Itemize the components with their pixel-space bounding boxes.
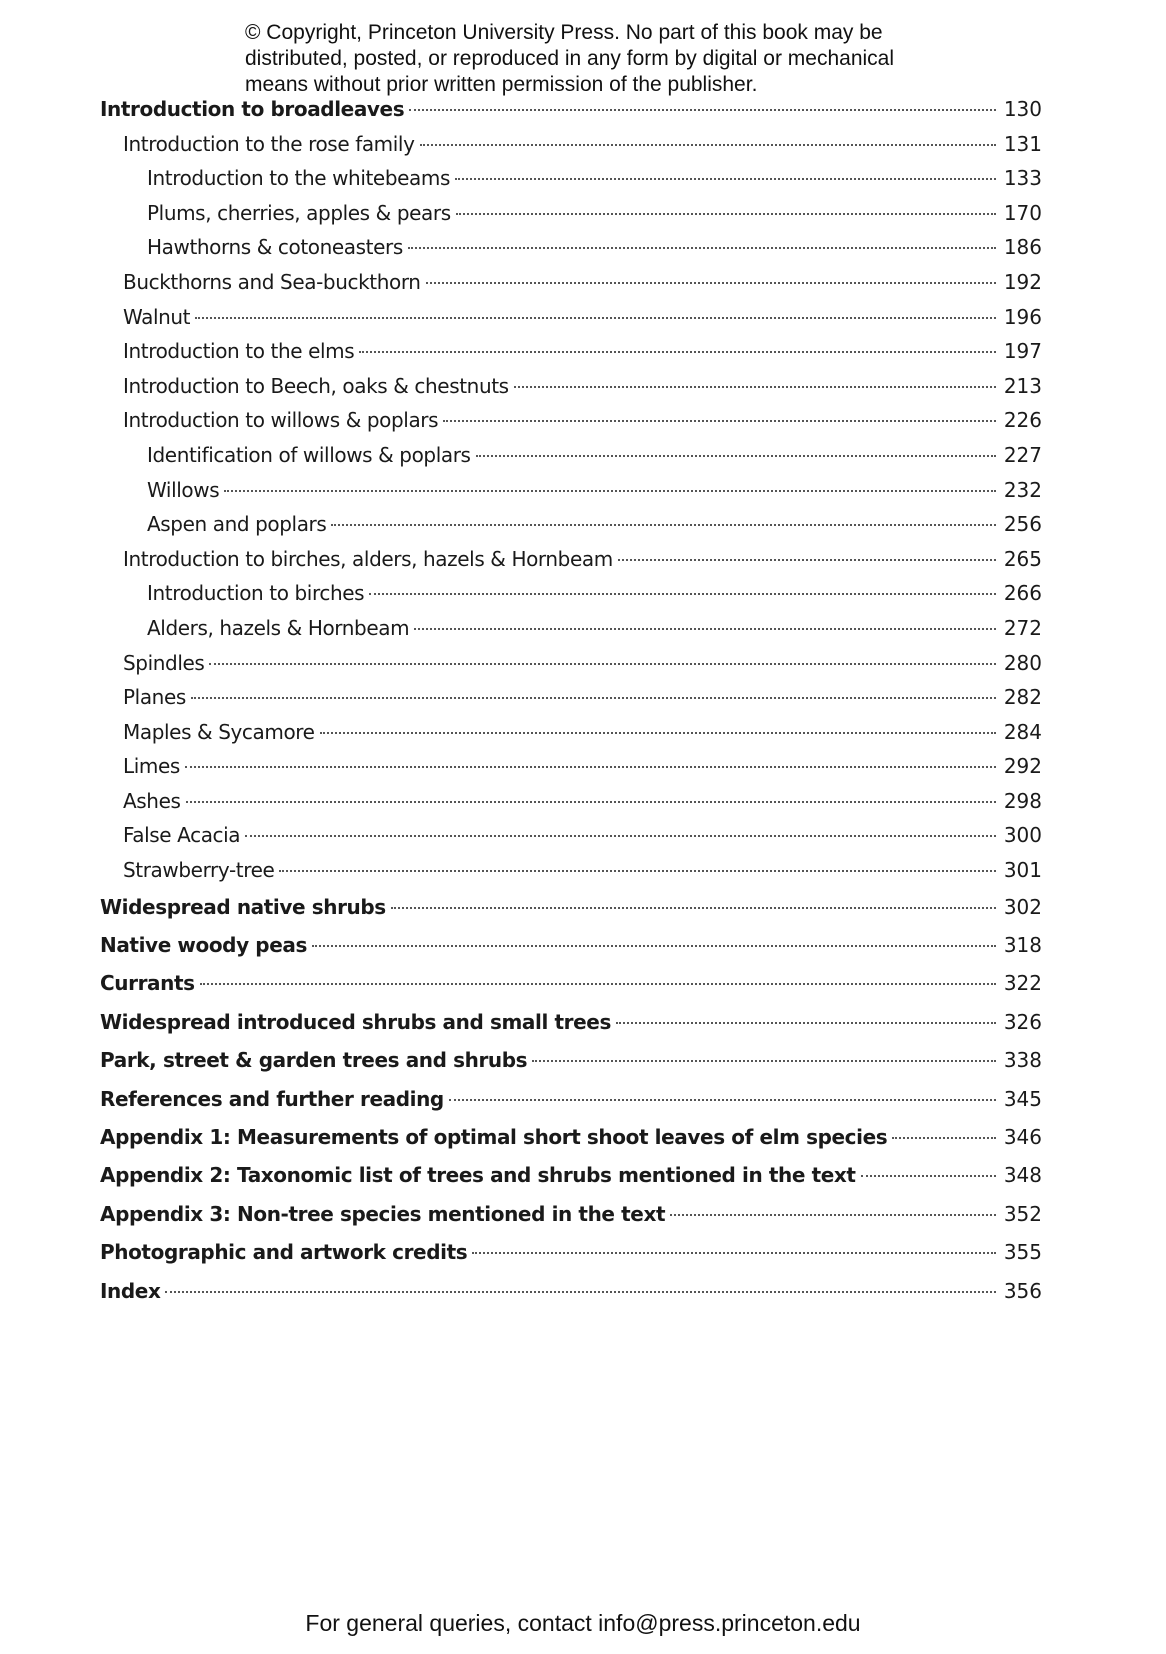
toc-entry-title: Plums, cherries, apples & pears bbox=[147, 200, 451, 225]
toc-entry[interactable] bbox=[100, 646, 1042, 681]
toc-entry-page: 232 bbox=[1003, 477, 1042, 502]
toc-entry-title: Introduction to broadleaves bbox=[100, 97, 405, 121]
dot-leader bbox=[455, 178, 996, 180]
dot-leader bbox=[165, 1291, 996, 1293]
toc-entry-title: Aspen and poplars bbox=[147, 512, 327, 537]
toc-entry-page: 284 bbox=[1003, 719, 1042, 744]
dot-leader bbox=[443, 420, 996, 422]
toc-entry-title: Appendix 3: Non-tree species mentioned in the text bbox=[100, 1201, 666, 1226]
toc-entry-page: 356 bbox=[1003, 1278, 1042, 1303]
dot-leader bbox=[186, 801, 996, 803]
dot-leader bbox=[408, 247, 996, 249]
toc-entry[interactable] bbox=[100, 196, 1042, 231]
toc-entry[interactable] bbox=[100, 611, 1042, 646]
dot-leader bbox=[185, 766, 996, 768]
toc-entry-page: 272 bbox=[1003, 615, 1042, 640]
toc-entry-title: Ashes bbox=[123, 788, 181, 813]
toc-entry-title: Willows bbox=[147, 477, 220, 502]
toc-entry-page: 352 bbox=[1003, 1201, 1042, 1226]
toc-entry-page: 346 bbox=[1003, 1125, 1042, 1149]
toc-entry-page: 170 bbox=[1003, 200, 1042, 225]
toc-entry-page: 355 bbox=[1003, 1240, 1042, 1265]
dot-leader bbox=[420, 144, 996, 146]
dot-leader bbox=[245, 835, 996, 837]
dot-leader bbox=[409, 109, 996, 111]
toc-entry-title: Introduction to the elms bbox=[123, 339, 355, 364]
toc-entry-title: Strawberry-tree bbox=[123, 858, 275, 883]
dot-leader bbox=[456, 213, 996, 215]
toc-entry-title: Appendix 2: Taxonomic list of trees and shrubs mentioned in the text bbox=[100, 1163, 856, 1188]
toc-entry-title: Maples & Sycamore bbox=[123, 719, 315, 744]
toc-entry[interactable] bbox=[100, 369, 1042, 404]
dot-leader bbox=[892, 1137, 996, 1139]
toc-entry-title: Buckthorns and Sea-buckthorn bbox=[123, 269, 421, 294]
toc-entry-title: Identification of willows & poplars bbox=[147, 442, 471, 467]
toc-entry[interactable] bbox=[100, 1118, 1042, 1156]
toc-entry-title: Appendix 1: Measurements of optimal short shoot leaves of elm species bbox=[100, 1125, 888, 1149]
dot-leader bbox=[472, 1252, 996, 1254]
toc-entry-page: 133 bbox=[1003, 166, 1042, 191]
dot-leader bbox=[200, 983, 996, 985]
toc-entry[interactable] bbox=[100, 680, 1042, 715]
toc-entry[interactable] bbox=[100, 403, 1042, 438]
toc-entry[interactable] bbox=[100, 1003, 1042, 1041]
dot-leader bbox=[359, 351, 996, 353]
toc-entry-title: Photographic and artwork credits bbox=[100, 1240, 468, 1265]
toc-entry[interactable] bbox=[100, 964, 1042, 1002]
dot-leader bbox=[279, 870, 996, 872]
toc-entry-title: Limes bbox=[123, 754, 180, 779]
dot-leader bbox=[426, 282, 996, 284]
table-of-contents bbox=[100, 92, 1042, 1310]
dot-leader bbox=[191, 697, 996, 699]
toc-entry-page: 298 bbox=[1003, 788, 1042, 813]
toc-entry-title: Hawthorns & cotoneasters bbox=[147, 235, 403, 260]
toc-entry-page: 227 bbox=[1003, 442, 1042, 467]
toc-entry-title: Introduction to willows & poplars bbox=[123, 408, 439, 433]
toc-entry[interactable] bbox=[100, 1233, 1042, 1271]
toc-entry-page: 213 bbox=[1003, 373, 1042, 398]
dot-leader bbox=[320, 732, 996, 734]
toc-entry-title: Introduction to the whitebeams bbox=[147, 166, 450, 191]
toc-entry-title: Introduction to birches bbox=[147, 581, 365, 606]
toc-entry-page: 186 bbox=[1003, 235, 1042, 260]
toc-entry[interactable] bbox=[100, 1080, 1042, 1118]
dot-leader bbox=[209, 663, 996, 665]
toc-entry[interactable] bbox=[100, 749, 1042, 784]
toc-entry[interactable] bbox=[100, 438, 1042, 473]
toc-entry[interactable] bbox=[100, 230, 1042, 265]
dot-leader bbox=[616, 1022, 996, 1024]
toc-entry-title: Native woody peas bbox=[100, 933, 307, 958]
toc-entry[interactable] bbox=[100, 818, 1042, 853]
toc-entry[interactable] bbox=[100, 888, 1042, 926]
toc-entry[interactable] bbox=[100, 853, 1042, 888]
toc-entry-title: Park, street & garden trees and shrubs bbox=[100, 1048, 528, 1073]
toc-entry-page: 131 bbox=[1003, 131, 1042, 156]
toc-entry-title: Planes bbox=[123, 685, 186, 710]
toc-entry-title: Widespread native shrubs bbox=[100, 894, 386, 919]
toc-entry-title: Spindles bbox=[123, 650, 205, 675]
toc-entry-page: 300 bbox=[1003, 823, 1042, 848]
toc-entry-page: 280 bbox=[1003, 650, 1042, 675]
toc-entry-title: Walnut bbox=[123, 304, 191, 329]
toc-entry-title: References and further reading bbox=[100, 1086, 444, 1111]
toc-entry-page: 197 bbox=[1003, 339, 1042, 364]
copyright-notice bbox=[245, 20, 945, 98]
toc-entry-title: Introduction to the rose family bbox=[123, 131, 415, 156]
dot-leader bbox=[476, 455, 996, 457]
toc-entry-page: 265 bbox=[1003, 546, 1042, 571]
toc-entry-title: Introduction to Beech, oaks & chestnuts bbox=[123, 373, 509, 398]
toc-entry[interactable] bbox=[100, 1041, 1042, 1079]
toc-entry-page: 322 bbox=[1003, 971, 1042, 996]
dot-leader bbox=[449, 1099, 996, 1101]
copyright-line: means without prior written permission of the publisher. bbox=[245, 73, 758, 96]
toc-entry[interactable] bbox=[100, 784, 1042, 819]
toc-entry-page: 345 bbox=[1003, 1086, 1042, 1111]
toc-entry-page: 338 bbox=[1003, 1048, 1042, 1073]
toc-entry-page: 196 bbox=[1003, 304, 1042, 329]
toc-entry-page: 302 bbox=[1003, 894, 1042, 919]
toc-entry[interactable] bbox=[100, 1156, 1042, 1194]
toc-entry[interactable] bbox=[100, 926, 1042, 964]
toc-entry-page: 348 bbox=[1003, 1163, 1042, 1188]
toc-entry[interactable] bbox=[100, 473, 1042, 508]
toc-entry-page: 318 bbox=[1003, 933, 1042, 958]
toc-entry[interactable] bbox=[100, 127, 1042, 162]
toc-entry[interactable] bbox=[100, 334, 1042, 369]
dot-leader bbox=[331, 524, 996, 526]
toc-entry-page: 292 bbox=[1003, 754, 1042, 779]
copyright-line: © Copyright, Princeton University Press. No part of this book may be bbox=[245, 21, 883, 44]
toc-entry-title: Currants bbox=[100, 971, 195, 996]
dot-leader bbox=[391, 907, 996, 909]
dot-leader bbox=[195, 317, 996, 319]
toc-entry-page: 130 bbox=[1003, 97, 1042, 121]
toc-entry[interactable] bbox=[100, 1195, 1042, 1233]
toc-entry-title: Alders, hazels & Hornbeam bbox=[147, 615, 410, 640]
toc-entry-page: 226 bbox=[1003, 408, 1042, 433]
toc-entry[interactable] bbox=[100, 92, 1042, 127]
toc-entry[interactable] bbox=[100, 576, 1042, 611]
dot-leader bbox=[514, 386, 996, 388]
dot-leader bbox=[369, 593, 996, 595]
dot-leader bbox=[670, 1214, 996, 1216]
dot-leader bbox=[224, 490, 996, 492]
toc-entry-page: 282 bbox=[1003, 685, 1042, 710]
toc-entry-title: Introduction to birches, alders, hazels & Hornbeam bbox=[123, 546, 613, 571]
dot-leader bbox=[312, 945, 996, 947]
toc-entry-title: False Acacia bbox=[123, 823, 241, 848]
toc-entry-title: Widespread introduced shrubs and small trees bbox=[100, 1009, 611, 1034]
toc-entry[interactable] bbox=[100, 507, 1042, 542]
dot-leader bbox=[414, 628, 996, 630]
toc-entry-page: 326 bbox=[1003, 1009, 1042, 1034]
toc-entry-page: 266 bbox=[1003, 581, 1042, 606]
toc-entry[interactable] bbox=[100, 715, 1042, 750]
toc-entry-page: 301 bbox=[1003, 858, 1042, 883]
toc-entry-page: 192 bbox=[1003, 269, 1042, 294]
toc-entry[interactable] bbox=[100, 542, 1042, 577]
dot-leader bbox=[532, 1060, 996, 1062]
dot-leader bbox=[618, 559, 996, 561]
toc-entry[interactable] bbox=[100, 300, 1042, 335]
toc-entry[interactable] bbox=[100, 1272, 1042, 1310]
copyright-line: distributed, posted, or reproduced in any form by digital or mechanical bbox=[245, 47, 895, 70]
contact-footer: For general queries, contact info@press.princeton.edu bbox=[305, 1610, 861, 1636]
toc-entry-title: Index bbox=[100, 1278, 161, 1303]
dot-leader bbox=[861, 1175, 996, 1177]
toc-entry[interactable] bbox=[100, 265, 1042, 300]
toc-entry-page: 256 bbox=[1003, 512, 1042, 537]
toc-entry[interactable] bbox=[100, 161, 1042, 196]
